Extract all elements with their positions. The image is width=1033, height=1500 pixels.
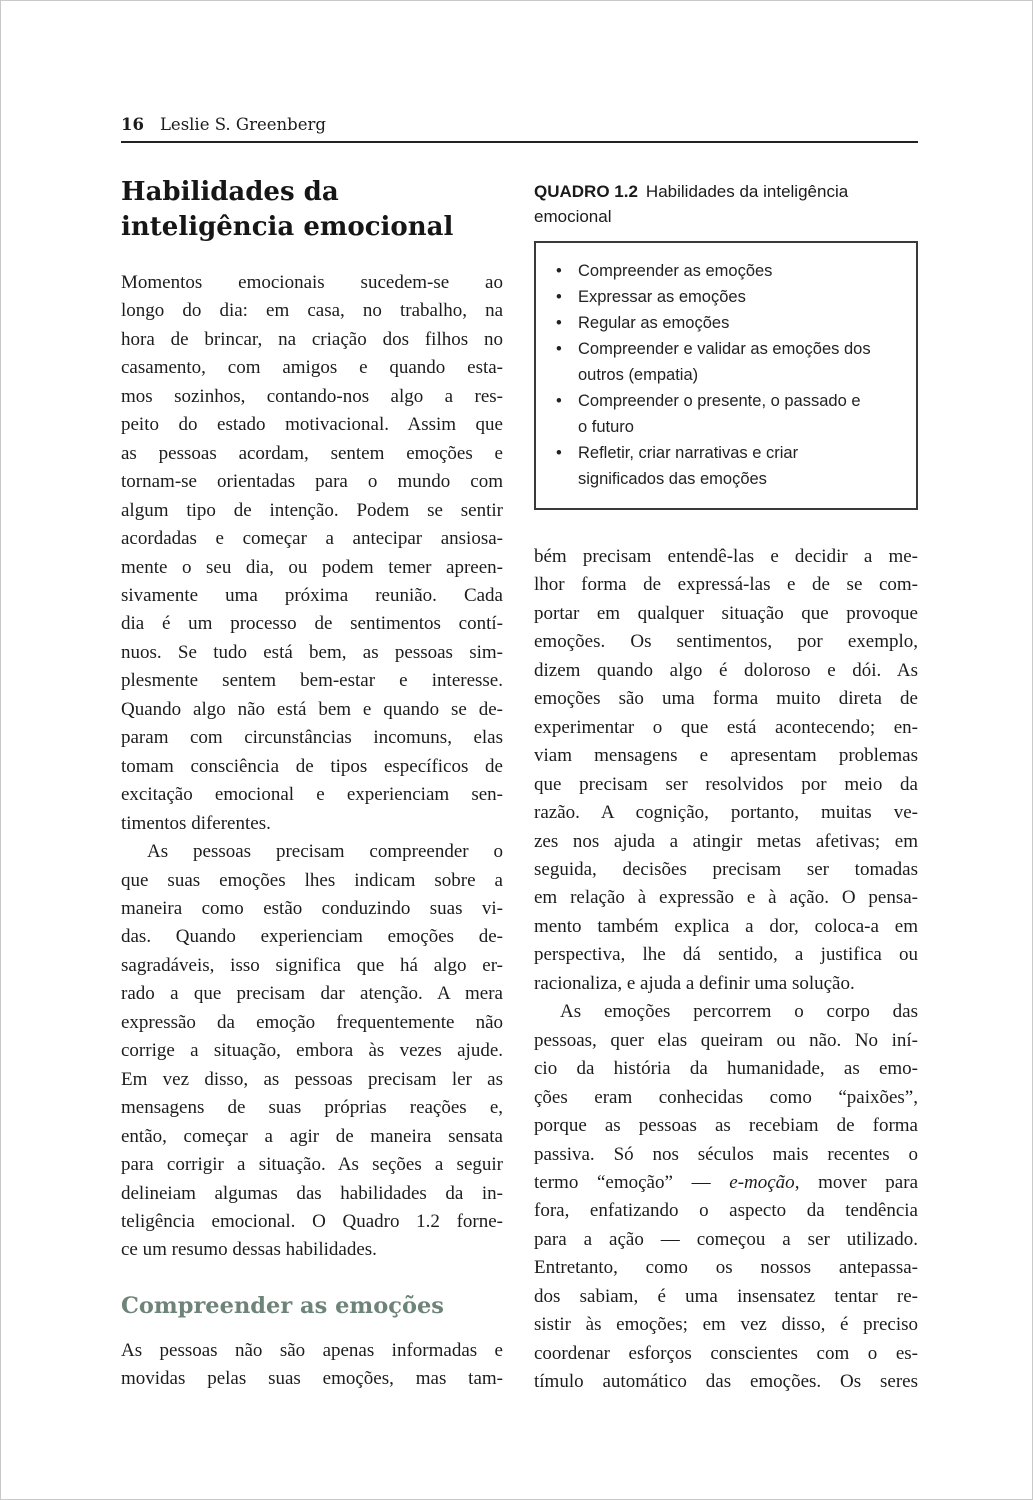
text-line: termo “emoção” — e-moção, mover para: [534, 1171, 919, 1193]
bullet-text: [578, 310, 902, 336]
title-line: Habilidades da: [121, 177, 339, 207]
text-line: razão. A cognição, portanto, muitas ve-: [534, 802, 918, 824]
text-line: que precisam ser resolvidos por meio da: [534, 773, 918, 795]
bullet-dot-icon: •: [556, 314, 562, 332]
title-line: inteligência emocional: [121, 212, 454, 242]
bullet-dot-icon: •: [556, 262, 562, 280]
bullet-line: outros (empatia): [578, 366, 699, 384]
text-line: timentos diferentes.: [121, 812, 271, 834]
text-line: rado a que precisam dar atenção. A mera: [121, 983, 503, 1005]
text-line: zes nos ajuda a atingir metas afetivas; em: [534, 830, 918, 852]
bullet-line: significados das emoções: [578, 470, 767, 488]
bullet-text: [578, 336, 902, 388]
bullet-dot-icon: •: [556, 392, 562, 410]
right-column: [534, 169, 918, 1397]
bullet-item: [552, 284, 902, 310]
text-line: plesmente sentem bem-estar e interesse.: [121, 670, 503, 692]
bullet-line: Refletir, criar narrativas e criar: [578, 444, 799, 462]
page-number: 16: [121, 115, 144, 134]
text-line: ções eram conhecidas como “paixões”,: [534, 1086, 918, 1108]
text-line: em relação à expressão e à ação. O pensa-: [534, 887, 918, 909]
running-header: [121, 115, 918, 143]
quadro-caption: [534, 179, 918, 229]
text-line: acordadas e começar a antecipar ansiosa-: [121, 528, 503, 550]
text-line: seguida, decisões precisam ser tomadas: [534, 858, 918, 880]
text-line: algum tipo de intenção. Podem se sentir: [121, 499, 503, 521]
section-subheading: Compreender as emoções: [121, 1292, 444, 1319]
text-line: bém precisam entendê-las e decidir a me-: [534, 546, 918, 567]
text-line: mento também explica a dor, coloca-a em: [534, 915, 918, 937]
text-line: excitação emocional e experienciam sen-: [121, 784, 503, 806]
text-line: fora, enfatizando o aspecto da tendência: [534, 1200, 918, 1222]
text-line: pessoas, quer elas queiram ou não. No iní-: [534, 1029, 918, 1051]
left-column-paragraphs: [121, 269, 503, 1265]
text-line: dia é um processo de sentimentos contí-: [121, 613, 503, 635]
text-line: experimentar o que está acontecendo; en-: [534, 716, 918, 738]
bullet-line: Compreender as emoções: [578, 262, 773, 280]
text-line: As pessoas não são apenas informadas e: [121, 1339, 503, 1361]
text-line: As emoções percorrem o corpo das: [560, 1001, 918, 1023]
text-line: As pessoas precisam compreender o: [147, 841, 503, 863]
text-line: cio da história da humanidade, as emo-: [534, 1058, 918, 1080]
text-line: Entretanto, como os nossos antepassa-: [534, 1257, 918, 1279]
author-name: Leslie S. Greenberg: [159, 115, 326, 134]
text-line: passiva. Só nos séculos mais recentes o: [534, 1143, 918, 1165]
text-line: tímulo automático das emoções. Os seres: [534, 1371, 918, 1393]
bullet-line: Expressar as emoções: [578, 288, 746, 306]
quadro-caption-text: Habilidades da inteligência emocional: [534, 182, 849, 226]
quadro-caption-label: QUADRO 1.2: [534, 182, 638, 201]
text-line: maneira como estão conduzindo suas vi-: [121, 897, 503, 919]
text-line: peito do estado motivacional. Assim que: [121, 414, 503, 436]
bullet-text: [578, 258, 902, 284]
text-line: lhor forma de expressá-las e de se com-: [534, 574, 918, 596]
bullet-dot-icon: •: [556, 444, 562, 462]
text-line: longo do dia: em casa, no trabalho, na: [121, 300, 503, 322]
bullet-dot-icon: •: [556, 288, 562, 306]
chapter-title: [121, 175, 503, 245]
bullet-text: [578, 388, 902, 440]
left-column: [121, 169, 503, 1394]
right-column-paragraphs: [534, 543, 918, 1397]
text-line: hora de brincar, na criação dos filhos no: [121, 328, 503, 350]
text-line: que suas emoções lhes indicam sobre a: [121, 869, 503, 891]
bullet-item: [552, 336, 902, 388]
text-line: param com circunstâncias incomuns, elas: [121, 727, 503, 749]
text-line: sagradáveis, isso significa que há algo er-: [121, 954, 503, 976]
text-line: movidas pelas suas emoções, mas tam-: [121, 1368, 503, 1390]
text-line: teligência emocional. O Quadro 1.2 forne-: [121, 1210, 503, 1232]
bullet-item: [552, 310, 902, 336]
text-line: tomam consciência de tipos específicos de: [121, 755, 503, 777]
text-line: então, começar a agir de maneira sensata: [121, 1125, 503, 1147]
text-line: corrige a situação, embora às vezes ajude.: [121, 1040, 503, 1062]
bullet-line: Regular as emoções: [578, 314, 730, 332]
bullet-dot-icon: •: [556, 340, 562, 358]
text-line: racionaliza, e ajuda a definir uma solução.: [534, 972, 855, 994]
quadro-box: [534, 241, 918, 510]
bullet-line: Compreender o presente, o passado e: [578, 392, 861, 410]
text-line: dizem quando algo é doloroso e dói. As: [534, 659, 918, 681]
text-line: para corrigir a situação. As seções a seguir: [121, 1154, 503, 1176]
bullet-item: [552, 258, 902, 284]
text-line: porque as pessoas as recebiam de forma: [534, 1115, 918, 1137]
text-line: mente o seu dia, ou podem temer apreen-: [121, 556, 503, 578]
text-line: delineiam algumas das habilidades da in-: [121, 1182, 503, 1204]
text-line: Em vez disso, as pessoas precisam ler as: [121, 1068, 503, 1090]
text-line: dos sabiam, é uma insensatez tentar re-: [534, 1285, 918, 1307]
bullet-text: [578, 284, 902, 310]
left-column-paragraphs-after: [121, 1337, 503, 1394]
bullet-line: Compreender e validar as emoções dos: [578, 340, 871, 358]
text-line: emoções. Os sentimentos, por exemplo,: [534, 631, 918, 653]
text-line: portar em qualquer situação que provoque: [534, 602, 918, 624]
text-line: ce um resumo dessas habilidades.: [121, 1239, 377, 1261]
text-line: Quando algo não está bem e quando se de-: [121, 698, 503, 720]
text-line: emoções são uma forma muito direta de: [534, 688, 918, 710]
text-line: para a ação — começou a ser utilizado.: [534, 1228, 918, 1250]
text-line: as pessoas acordam, sentem emoções e: [121, 442, 503, 464]
text-line: sistir às emoções; em vez disso, é preciso: [534, 1314, 918, 1336]
text-line: tornam-se orientadas para o mundo com: [121, 471, 503, 493]
bullet-text: [578, 440, 902, 492]
text-line: viam mensagens e apresentam problemas: [534, 745, 918, 767]
text-line: mensagens de suas próprias reações e,: [121, 1097, 503, 1119]
text-line: nuos. Se tudo está bem, as pessoas sim-: [121, 641, 503, 663]
bullet-line: o futuro: [578, 418, 634, 436]
text-line: perspectiva, lhe dá sentido, a justifica ou: [534, 944, 918, 966]
text-line: mos sozinhos, contando-nos algo a res-: [121, 385, 503, 407]
text-line: expressão da emoção frequentemente não: [121, 1011, 503, 1033]
text-line: coordenar esforços conscientes com o es-: [534, 1342, 918, 1364]
text-line: sivamente uma próxima reunião. Cada: [121, 584, 503, 606]
text-line: casamento, com amigos e quando esta-: [121, 357, 503, 379]
bullet-item: [552, 440, 902, 492]
text-line: Momentos emocionais sucedem-se ao: [121, 272, 503, 293]
bullet-item: [552, 388, 902, 440]
text-line: das. Quando experienciam emoções de-: [121, 926, 503, 948]
